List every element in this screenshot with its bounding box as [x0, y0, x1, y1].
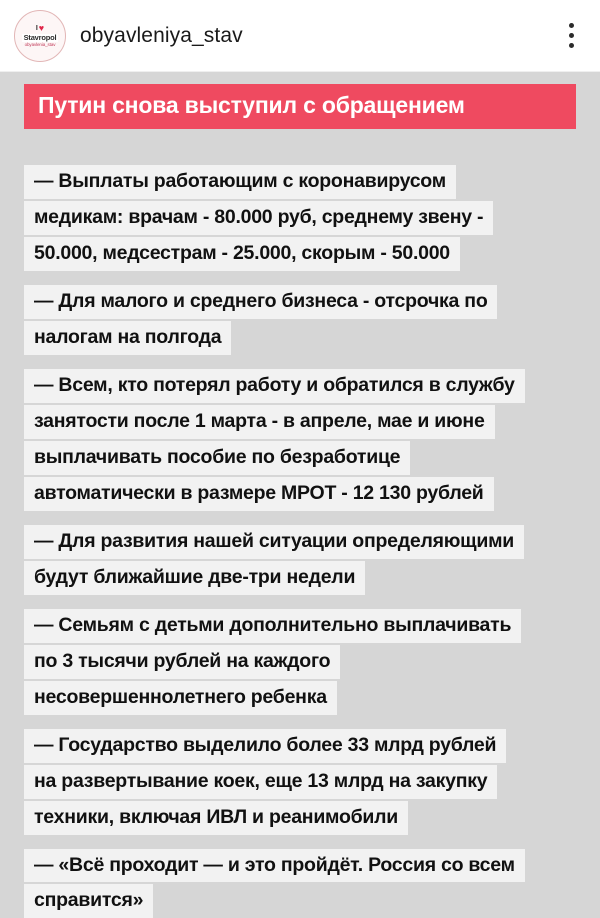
list-item-line: занятости после 1 марта - в апреле, мае и июне: [24, 405, 495, 439]
post-title-banner: Путин снова выступил с обращением: [24, 84, 576, 129]
more-dot-2: [569, 33, 574, 38]
avatar[interactable]: [14, 10, 66, 62]
list-item: [24, 729, 576, 835]
list-item-line: налогам на полгода: [24, 321, 231, 355]
list-item: [24, 609, 576, 715]
avatar-line-1: [36, 24, 44, 33]
list-item: [24, 165, 576, 271]
list-item-line: медикам: врачам - 80.000 руб, среднему звену -: [24, 201, 493, 235]
list-item-line: — Выплаты работающим с коронавирусом: [24, 165, 456, 199]
avatar-line-2: Stavropol: [22, 34, 59, 42]
list-item: [24, 369, 576, 511]
list-item-line: — Государство выделило более 33 млрд рублей: [24, 729, 506, 763]
list-item-line: — Семьям с детьми дополнительно выплачивать: [24, 609, 521, 643]
list-item-line: справится»: [24, 884, 153, 918]
list-item: [24, 525, 576, 595]
list-item: [24, 285, 576, 355]
list-item-line: — «Всё проходит — и это пройдёт. Россия со всем: [24, 849, 525, 883]
more-options-icon[interactable]: [560, 20, 582, 52]
post-header: [0, 0, 600, 72]
account-username[interactable]: obyavleniya_stav: [80, 24, 560, 48]
list-item: [24, 849, 576, 918]
list-item-line: по 3 тысячи рублей на каждого: [24, 645, 340, 679]
list-item-line: выплачивать пособие по безработице: [24, 441, 410, 475]
list-item-line: на развертывание коек, еще 13 млрд на закупку: [24, 765, 497, 799]
avatar-letter-i: I: [36, 25, 38, 32]
list-item-line: несовершеннолетнего ребенка: [24, 681, 337, 715]
list-item-line: — Всем, кто потерял работу и обратился в службу: [24, 369, 525, 403]
list-item-line: техники, включая ИВЛ и реанимобили: [24, 801, 408, 835]
more-dot-1: [569, 23, 574, 28]
post-bullet-list: [16, 165, 584, 918]
list-item-line: 50.000, медсестрам - 25.000, скорым - 50.000: [24, 237, 460, 271]
list-item-line: автоматически в размере МРОТ - 12 130 рублей: [24, 477, 494, 511]
list-item-line: — Для развития нашей ситуации определяющими: [24, 525, 524, 559]
more-dot-3: [569, 43, 574, 48]
post-content: [0, 84, 600, 918]
avatar-line-3: obyavlenia_stav: [25, 43, 56, 48]
list-item-line: — Для малого и среднего бизнеса - отсрочка по: [24, 285, 497, 319]
list-item-line: будут ближайшие две-три недели: [24, 561, 365, 595]
heart-icon: ♥: [39, 24, 44, 33]
